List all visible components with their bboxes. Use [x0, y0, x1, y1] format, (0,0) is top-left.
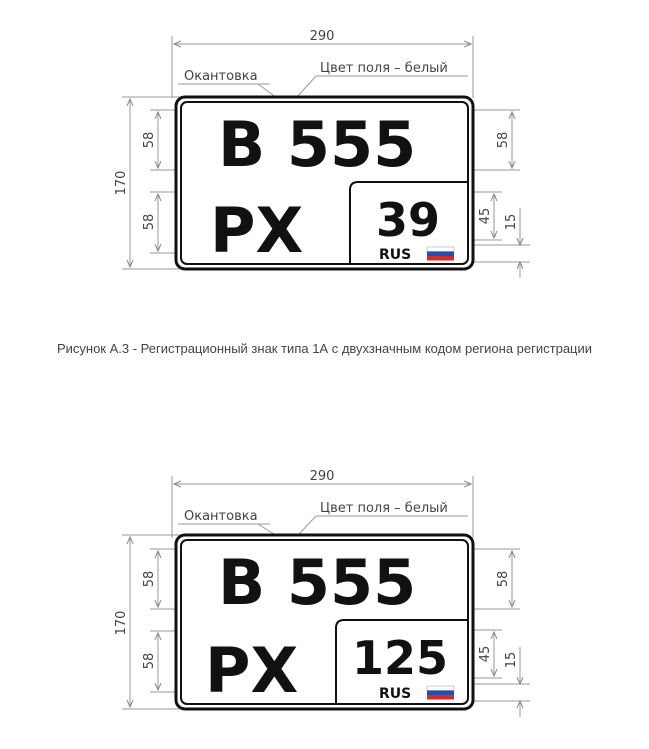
dim-row1-right-label: 58 [496, 570, 511, 588]
plate-top-row: B 555 [218, 546, 417, 619]
region-code: 39 [375, 193, 441, 247]
russian-flag-icon [427, 686, 454, 700]
country-code: RUS [379, 247, 412, 263]
dim-width-label: 290 [309, 469, 335, 484]
plate-diagram-1 [0, 0, 649, 300]
figure-caption: Рисунок А.3 - Регистрационный знак типа 1А с двухзначным кодом региона регистрации [56, 341, 593, 356]
plate-figure-2 [0, 440, 649, 740]
region-code: 125 [351, 631, 449, 685]
plate-bottom-row: PX [205, 634, 299, 707]
dim-row1-label: 58 [142, 570, 157, 588]
field-color-label: Цвет поля – белый [320, 61, 448, 76]
dim-row1-right-label: 58 [496, 131, 511, 149]
plate-top-row: B 555 [218, 108, 417, 181]
dim-row2-label: 58 [142, 652, 157, 670]
border-label: Окантовка [184, 509, 258, 524]
dim-region-label: 45 [478, 207, 493, 225]
country-code: RUS [379, 686, 412, 702]
dim-row2-label: 58 [142, 213, 157, 231]
plate-diagram-2 [0, 440, 649, 740]
dim-rus-label: 15 [504, 651, 519, 669]
border-label: Окантовка [184, 69, 258, 84]
plate-bottom-row: PX [210, 194, 304, 267]
dim-height-label: 170 [114, 610, 129, 636]
dim-width-label: 290 [309, 29, 335, 44]
dim-rus-label: 15 [504, 213, 519, 231]
field-color-label: Цвет поля – белый [320, 501, 448, 516]
dim-height-label: 170 [114, 170, 129, 196]
dim-region-label: 45 [478, 645, 493, 663]
russian-flag-icon [427, 247, 454, 261]
dim-row1-label: 58 [142, 131, 157, 149]
plate-figure-1 [0, 0, 649, 300]
